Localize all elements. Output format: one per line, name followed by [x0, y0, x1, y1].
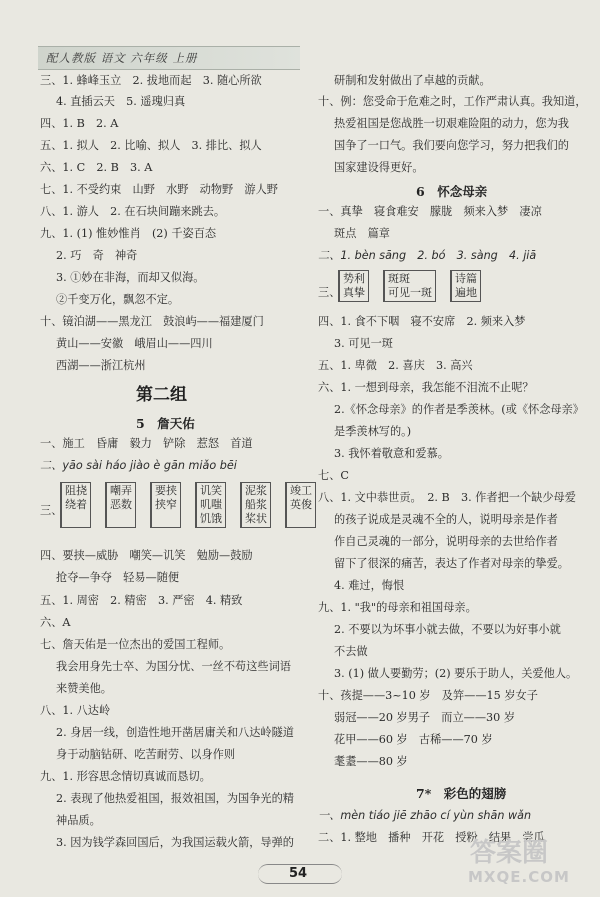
- answer-line: 2. 巧 奇 神奇: [56, 249, 138, 262]
- answer-line: 2. 表现了他热爱祖国，报效祖国，为国争光的精: [56, 792, 294, 805]
- word-box: 竣工 英俊: [285, 482, 316, 528]
- answer-line: 八、1. 文中恭世贡。 2. B 3. 作者把一个缺少母爱: [318, 491, 576, 504]
- word-box: 诗篇 遍地: [450, 270, 481, 302]
- word-box: 泥浆 船浆 桨状: [240, 482, 271, 528]
- answer-line: 五、1. 卑微 2. 喜庆 3. 高兴: [318, 359, 473, 372]
- page-number: 54: [289, 866, 308, 881]
- answer-line: 四、要挟—威胁 嘲笑—讥笑 勉励—鼓励: [40, 549, 253, 562]
- answer-line: 来赞美他。: [56, 682, 112, 695]
- word-box: 阻挠 绕着: [60, 482, 91, 528]
- answer-line: 耄耋——80 岁: [334, 755, 408, 768]
- watermark-logo: 答案圈: [470, 838, 549, 868]
- answer-line: 3. 可见一斑: [334, 337, 393, 350]
- answer-line: 斑点 篇章: [334, 227, 390, 240]
- answer-line: 弱冠——20 岁男子 而立——30 岁: [334, 711, 516, 724]
- answer-line: 西湖——浙江杭州: [56, 359, 146, 372]
- pinyin-line: 二、yāo sài háo jiào è gān miǎo bēi: [40, 459, 237, 472]
- answer-line: 4. 难过，悔恨: [334, 579, 405, 592]
- word-box: 要挟 挟窄: [150, 482, 181, 528]
- answer-line: 花甲——60 岁 古稀——70 岁: [334, 733, 493, 746]
- answer-line: 一、施工 昏庸 毅力 铲除 惹怒 首道: [40, 437, 253, 450]
- answer-line: 九、1. 形容思念情切真诚而恳切。: [40, 770, 211, 783]
- word-box: 嘲弄 恶数: [105, 482, 136, 528]
- word-box: 势利 真挚: [338, 270, 369, 302]
- page-header: [38, 46, 300, 70]
- answer-line: 3. 因为钱学森回国后，为我国运载火箭，导弹的: [56, 836, 294, 849]
- answer-line: 六、1. 一想到母亲，我怎能不泪流不止呢？: [318, 381, 534, 394]
- answer-line: 十、例：您受命于危难之时，工作严肃认真。我知道，: [318, 95, 587, 108]
- pinyin-line: 一、mèn tiáo jiē zhāo cí yùn shān wǎn: [318, 809, 532, 822]
- answer-line: 不去做: [334, 645, 368, 658]
- answer-line: 是季羡林写的。): [334, 425, 412, 438]
- answer-line: 十、孩提——3~10 岁 及笄——15 岁女子: [318, 689, 538, 702]
- answer-line: 抢夺—争夺 轻易—随便: [56, 571, 180, 584]
- answer-line: 2. 不要以为坏事小就去做，不要以为好事小就: [334, 623, 561, 636]
- answer-line: 九、1. (1) 惟妙惟肖 (2) 千姿百态: [40, 227, 217, 240]
- answer-line: 七、C: [318, 469, 349, 482]
- lesson-title: 6 怀念母亲: [416, 184, 488, 199]
- answer-line: 六、A: [40, 616, 71, 629]
- answer-line: 十、镜泊湖——黑龙江 鼓浪屿——福建厦门: [40, 315, 264, 328]
- word-boxes: [338, 270, 481, 302]
- answer-line: 六、1. C 2. B 3. A: [40, 161, 153, 174]
- answer-line: 4. 直插云天 5. 遥瑰归真: [56, 95, 186, 108]
- answer-line: 的孩子说成是灵魂不全的人，说明母亲是作者: [334, 513, 558, 526]
- watermark-url: MXQE.COM: [468, 868, 570, 886]
- answer-line: 五、1. 拟人 2. 比喻、拟人 3. 排比、拟人: [40, 139, 262, 152]
- answer-line: ②千变万化，飘忽不定。: [56, 293, 180, 306]
- answer-line: 八、1. 游人 2. 在石块间蹦来跳去。: [40, 205, 226, 218]
- answer-line: 热爱祖国是您战胜一切艰难险阻的动力，您为我: [334, 117, 569, 130]
- pinyin-line: 二、1. bèn sāng 2. bó 3. sàng 4. jiā: [318, 249, 537, 262]
- answer-line: 二、1. 整地 播种 开花 授粉 结果 尝瓜: [318, 831, 545, 844]
- answer-line: 黄山——安徽 峨眉山——四川: [56, 337, 213, 350]
- answer-line: 神品质。: [56, 814, 101, 827]
- answer-line: 九、1. "我"的母亲和祖国母亲。: [318, 601, 477, 614]
- answer-line: 七、1. 不受约束 山野 水野 动物野 游人野: [40, 183, 278, 196]
- answer-line: 身于动脑钻研、吃苦耐劳、以身作则: [56, 748, 236, 761]
- answer-line: 四、1. B 2. A: [40, 117, 119, 130]
- answer-line: 八、1. 八达岭: [40, 704, 111, 717]
- answer-line: 3. 我怀着敬意和爱慕。: [334, 447, 449, 460]
- answer-line: 作自己灵魂的一部分，说明母亲的去世给作者: [334, 535, 558, 548]
- word-box: 斑斑 可见一斑: [383, 270, 436, 302]
- answer-line: 三、1. 蜂峰玉立 2. 拔地而起 3. 随心所欲: [40, 74, 262, 87]
- answer-line: 研制和发射做出了卓越的贡献。: [334, 74, 491, 87]
- answer-line: 七、詹天佑是一位杰出的爱国工程师。: [40, 638, 231, 651]
- answer-line: 四、1. 食不下咽 寝不安席 2. 频来入梦: [318, 315, 526, 328]
- answer-line: 2.《怀念母亲》的作者是季羡林。(或《怀念母亲》: [334, 403, 584, 416]
- answer-line: 一、真挚 寝食难安 朦胧 频来入梦 凄凉: [318, 205, 542, 218]
- answer-line: 3. (1) 做人要勤劳；(2) 要乐于助人，关爱他人。: [334, 667, 578, 680]
- lesson-title: 5 詹天佑: [136, 416, 195, 431]
- group-heading: 第二组: [136, 385, 187, 405]
- answer-line: 3. ①妙在非海，而却又似海。: [56, 271, 205, 284]
- section-label: 三、: [318, 286, 341, 299]
- answer-line: 我会用身先士卒、为国分忧、一丝不苟这些词语: [56, 660, 291, 673]
- answer-line: 五、1. 周密 2. 精密 3. 严密 4. 精致: [40, 594, 243, 607]
- answer-line: 国家建设得更好。: [334, 161, 424, 174]
- lesson-title: 7* 彩色的翅膀: [416, 786, 507, 801]
- header-title: 配人教版 语文 六年级 上册: [46, 51, 198, 65]
- answer-line: 留下了很深的痛苦，表达了作者对母亲的挚爱。: [334, 557, 569, 570]
- answer-line: 2. 身居一线，创造性地开凿居庸关和八达岭隧道: [56, 726, 294, 739]
- section-label: 三、: [40, 504, 63, 517]
- answer-line: 国争了一口气。我们要向您学习，努力把我们的: [334, 139, 569, 152]
- word-box: 讥笑 叽嗤 饥饿: [195, 482, 226, 528]
- word-boxes: [60, 482, 316, 528]
